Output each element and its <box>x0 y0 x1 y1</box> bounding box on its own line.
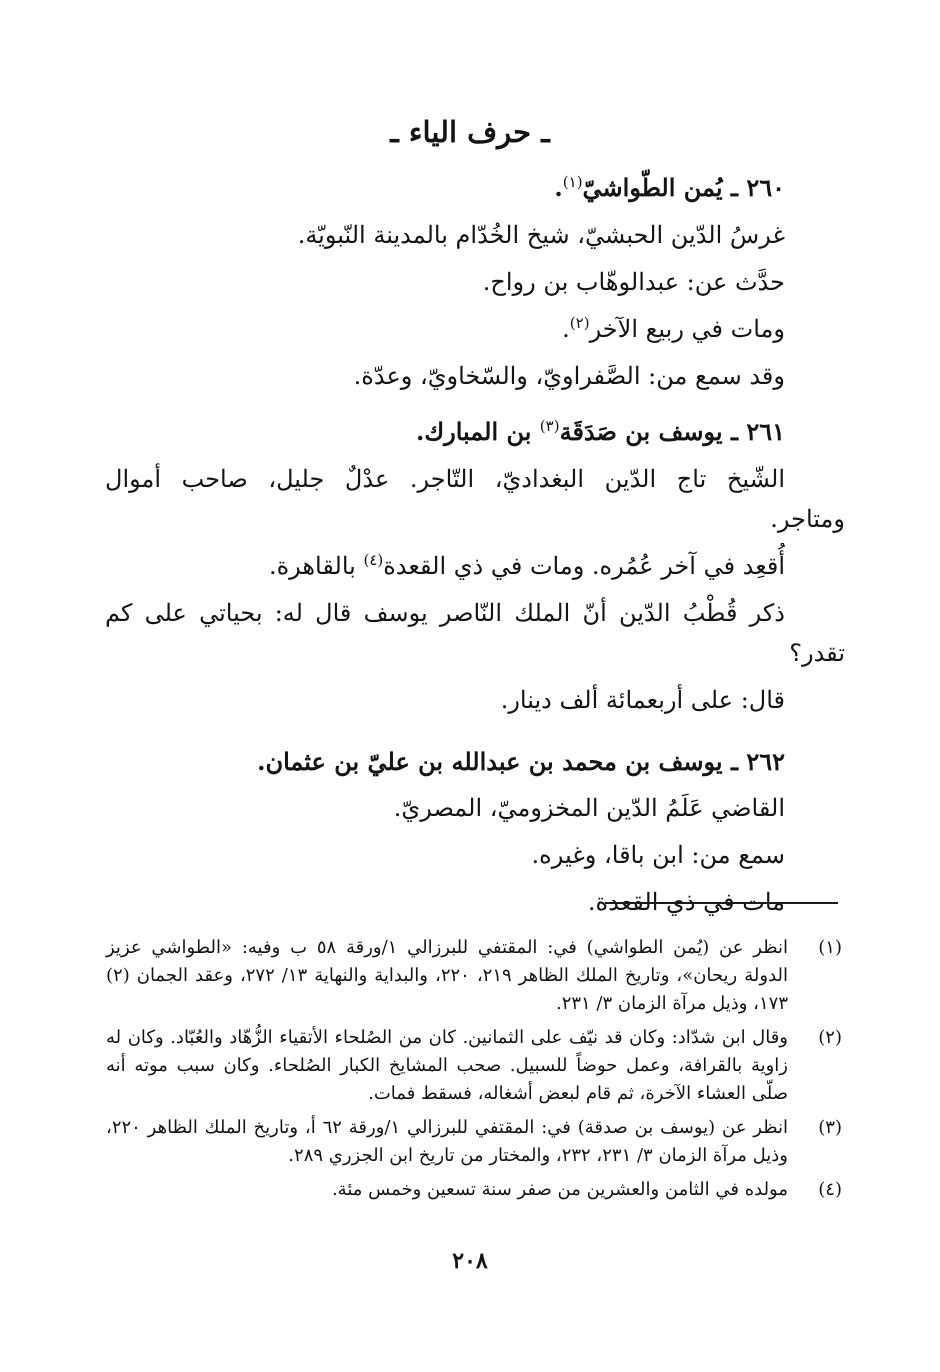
entry-line: قال: على أربعمائة ألف دينار. <box>500 686 785 714</box>
entry-line: سمع من: ابن باقا، وغيره. <box>531 841 785 869</box>
entry-title-end: بن المبارك. <box>416 417 540 446</box>
entry-title-end: . <box>554 173 563 202</box>
entry-title <box>105 408 785 456</box>
footnote-divider <box>605 902 838 904</box>
entry-title-text: ٢٦٠ ـ يُمن الطّواشيّ <box>582 173 785 202</box>
footnote-ref: (٣) <box>539 417 560 435</box>
entry-line: غرسُ الدّين الحبشيّ، شيخ الخُدّام بالمدينة النّبويّة. <box>297 221 785 249</box>
entry-line: حدَّث عن: عبدالوهّاب بن رواح. <box>482 268 785 296</box>
entry-line-end: . <box>562 315 570 343</box>
entry-title <box>105 164 785 212</box>
page-number: ٢٠٨ <box>452 1248 488 1274</box>
footnote-ref: (٢) <box>569 314 590 332</box>
entry-line-continuation: تقدر؟ <box>789 639 845 667</box>
footnote-text: وقال ابن شدّاد: وكان قد نيّف على الثمانين. كان من الصُلحاء الأتقياء الزُّهّاد والعُبّاد. وكان له زاوية بالقرافة، وعمل حوضاً للسبيل. صحب المشايخ الكبار الصُلحاء. وكان سبب موته أنه صلّى العشاء الآخرة، ثم قام لبعض أشغاله، فسقط فمات. <box>106 1027 788 1104</box>
entry-line: وقد سمع من: الصَّفراويّ، والسّخاويّ، وعدّة. <box>353 362 785 390</box>
entry-title-text: ٢٦١ ـ يوسف بن صَدَقَة <box>559 417 785 446</box>
footnote-number: (٢) <box>818 1027 842 1048</box>
footnote-ref: (١) <box>562 173 583 191</box>
footnote-number: (٣) <box>818 1117 842 1138</box>
entry-line-text: أُقعِد في آخر عُمُره. ومات في ذي القعدة <box>383 552 785 580</box>
entry-line: ذكر قُطْبُ الدّين أنّ الملك النّاصر يوسف قال له: بحياتي على كم <box>105 599 785 627</box>
entries-body <box>105 164 845 926</box>
entry-line: مات في ذي القعدة. <box>587 888 785 916</box>
footnote <box>106 1176 844 1204</box>
footnote-number: (١) <box>818 937 842 958</box>
entry-line <box>105 306 785 353</box>
footnote-number: (٤) <box>818 1179 842 1200</box>
footnote <box>106 934 844 1018</box>
entry-line-end: بالقاهرة. <box>268 552 364 580</box>
chapter-heading: ـ حرف الياء ـ <box>390 115 550 149</box>
footnote <box>106 1114 844 1170</box>
entry-title: ٢٦٢ ـ يوسف بن محمد بن عبدالله بن عليّ بن عثمان. <box>257 747 785 776</box>
entry-line: الشّيخ تاج الدّين البغداديّ، التّاجر. عدْلٌ جليل، صاحب أموال <box>105 465 785 493</box>
entry-line-continuation: ومتاجر. <box>770 505 845 533</box>
footnote <box>106 1024 844 1108</box>
entry-line: القاضي عَلَمُ الدّين المخزوميّ، المصريّ. <box>393 794 785 822</box>
entry-line-text: ومات في ربيع الآخر <box>589 315 785 343</box>
entry-line <box>105 543 785 590</box>
footnote-text: انظر عن (يوسف بن صدقة) في: المقتفي للبرزالي ١/ورقة ٦٢ أ، وتاريخ الملك الظاهر ٢٢٠، وذيل مرآة الزمان ٣/ ٢٣١، ٢٣٢، والمختار من تاريخ ابن الجزري ٢٨٩. <box>106 1117 789 1166</box>
footnote-ref: (٤) <box>363 551 384 569</box>
footnote-text: انظر عن (يُمن الطواشي) في: المقتفي للبرزالي ١/ورقة ٥٨ ب وفيه: «الطواشي عزيز الدولة ريحان»، وتاريخ الملك الظاهر ٢١٩، ٢٢٠، والبداية والنهاية ١٣/ ٢٧٢، وعقد الجمان (٢) ١٧٣، وذيل مرآة الزمان ٣/ ٢٣١. <box>106 937 789 1014</box>
footnotes <box>106 934 844 1210</box>
footnote-text: مولده في الثامن والعشرين من صفر سنة تسعين وخمس مئة. <box>331 1179 788 1200</box>
